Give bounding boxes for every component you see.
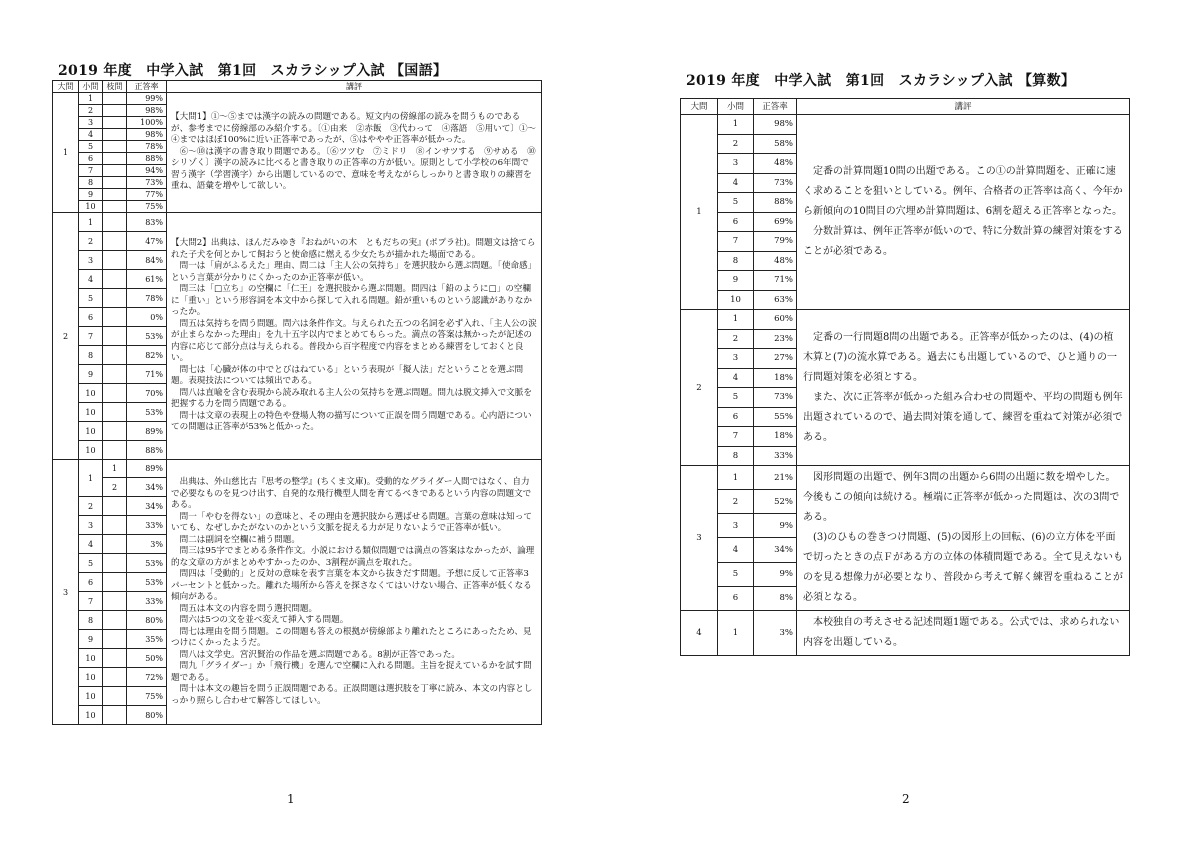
- header-shi: 枝問: [103, 81, 127, 93]
- sho-cell: 4: [79, 129, 103, 141]
- table-header-row: [681, 99, 1130, 115]
- sho-cell: 7: [79, 592, 103, 611]
- dai-cell: 1: [53, 93, 79, 213]
- sho-cell: 10: [79, 201, 103, 213]
- sho-cell: 2: [79, 232, 103, 251]
- shi-cell: [103, 105, 127, 117]
- rate-cell: 77%: [127, 189, 167, 201]
- rate-cell: 98%: [127, 129, 167, 141]
- sho-cell: 5: [79, 141, 103, 153]
- dai-cell: 4: [681, 611, 718, 656]
- comment-cell: 【大問2】出典は、ほんだみゆき『おねがいの木 ともだちの実』(ポプラ社)。問題文は捨てられた子犬を何とかして飼おうと使命感に燃える少女たちが描かれた場面である。 問一は「肩がふるえた」理由、問二は「主人公の気持ち」を選択肢から選ぶ問題。「使命感」という言葉が分かりにくかったのか正答率が低い。 問三は「□立ち」の空欄に「仁王」を選択肢から選ぶ問題。問四は「鉛のように□」の空欄に「重い」という形容詞を本文中から探して入れる問題。鉛が重いものという認識がありなかったか。 問五は気持ちを問う問題。問六は条件作文。与えられた五つの名詞を必ず入れ、「主人公の涙が止まらなかった理由」を九十五字以内でまとめてもらった。満点の答案は無かったが記述の内容に応じて部分点は与えられる。普段から百字程度で内容をまとめる練習をしておくと良い。 問七は「心臓が体の中でとびはねている」という表現が「擬人法」だということを選ぶ問題。表現技法については頻出である。 問八は直喩を含む表現から読み取れる主人公の気持ちを選ぶ問題。問九は脱文挿入で文脈を把握する力を問う問題である。 問十は文章の表現上の特色や登場人物の描写について正誤を問う問題である。心内語についての問題は正答率が53%と低かった。: [167, 213, 542, 460]
- rate-cell: 63%: [754, 290, 797, 310]
- shi-cell: [103, 535, 127, 554]
- shi-cell: [103, 153, 127, 165]
- page-title-kokugo: 2019 年度 中学入試 第1回 スカラシップ入試 【国語】: [58, 63, 448, 79]
- rate-cell: 48%: [754, 251, 797, 271]
- shi-cell: [103, 441, 127, 460]
- shi-cell: [103, 270, 127, 289]
- rate-cell: 53%: [127, 327, 167, 346]
- sho-cell: 1: [79, 93, 103, 105]
- sho-cell: 10: [79, 687, 103, 706]
- page-kokugo: [52, 60, 542, 725]
- sho-cell: 7: [718, 427, 754, 447]
- shi-cell: [103, 403, 127, 422]
- table-row: [53, 93, 542, 105]
- shi-cell: [103, 668, 127, 687]
- sho-cell: 10: [79, 441, 103, 460]
- shi-cell: [103, 289, 127, 308]
- rate-cell: 71%: [754, 271, 797, 291]
- dai-cell: 3: [53, 460, 79, 725]
- sho-cell: 9: [718, 271, 754, 291]
- rate-cell: 83%: [127, 213, 167, 232]
- shi-cell: [103, 129, 127, 141]
- sho-cell: 1: [79, 460, 103, 497]
- sho-cell: 10: [79, 422, 103, 441]
- rate-cell: 55%: [754, 407, 797, 427]
- sho-cell: 5: [79, 554, 103, 573]
- sho-cell: 10: [79, 706, 103, 725]
- sho-cell: 3: [79, 516, 103, 535]
- table-row: [681, 466, 1130, 490]
- shi-cell: 1: [103, 460, 127, 478]
- rate-cell: 21%: [754, 466, 797, 490]
- dai-cell: 2: [681, 310, 718, 466]
- sho-cell: 10: [79, 403, 103, 422]
- shi-cell: [103, 706, 127, 725]
- sho-cell: 6: [79, 573, 103, 592]
- sho-cell: 10: [79, 668, 103, 687]
- sho-cell: 9: [79, 365, 103, 384]
- sho-cell: 1: [718, 115, 754, 135]
- table-row: [53, 460, 542, 478]
- sho-cell: 1: [718, 310, 754, 330]
- rate-cell: 73%: [127, 177, 167, 189]
- shi-cell: [103, 422, 127, 441]
- sansu-table: [680, 98, 1130, 656]
- rate-cell: 58%: [754, 134, 797, 154]
- rate-cell: 34%: [754, 538, 797, 562]
- sho-cell: 10: [79, 649, 103, 668]
- rate-cell: 75%: [127, 201, 167, 213]
- sho-cell: 4: [718, 173, 754, 193]
- rate-cell: 69%: [754, 212, 797, 232]
- dai-cell: 2: [53, 213, 79, 460]
- sho-cell: 1: [79, 213, 103, 232]
- page-title-sansu: 2019 年度 中学入試 第1回 スカラシップ入試 【算数】: [686, 73, 1076, 89]
- rate-cell: 80%: [127, 611, 167, 630]
- shi-cell: [103, 201, 127, 213]
- rate-cell: 72%: [127, 668, 167, 687]
- comment-cell: 【大問1】①〜⑤までは漢字の読みの問題である。短文内の傍線部の読みを問うものであるが、参考までに傍線部のみ紹介する。〔①由来 ②赤飯 ③代わって ④落語 ⑤用いて〕①〜④まではほぼ100%に近い正答率であったが、⑤はややや正答率が低かった。 ⑥〜⑩は漢字の書き取り問題である。〔⑥ツツむ ⑦ミドリ ⑧インサツする ⑨サめる ⑩シリゾく〕漢字の読みに比べると書き取りの正答率の方が低い。原則として小学校の6年間で習う漢字（学習漢字）から出題しているので、意味を考えながらしっかりと書き取りの練習を重ね、語彙を増やして欲しい。: [167, 93, 542, 213]
- rate-cell: 8%: [754, 586, 797, 610]
- shi-cell: [103, 232, 127, 251]
- table-row: [681, 310, 1130, 330]
- rate-cell: 73%: [754, 173, 797, 193]
- rate-cell: 84%: [127, 251, 167, 270]
- rate-cell: 0%: [127, 308, 167, 327]
- shi-cell: [103, 141, 127, 153]
- table-row: [681, 611, 1130, 656]
- comment-cell: 図形問題の出題で、例年3問の出題から6問の出題に数を増やした。今後もこの傾向は続ける。極端に正答率が低かった問題は、次の3問である。 (3)のひもの巻きつけ問題、(5)の図形上の回転、(6)の立方体を平面で切ったときの点Ｆがある方の立体の体積問題である。全て見えないものを見る想像力が必要となり、普段から考えて解く練習を重ねることが必須となる。: [797, 466, 1130, 611]
- sho-cell: 5: [79, 289, 103, 308]
- rate-cell: 94%: [127, 165, 167, 177]
- sho-cell: 7: [79, 327, 103, 346]
- sho-cell: 2: [79, 497, 103, 516]
- rate-cell: 34%: [127, 497, 167, 516]
- rate-cell: 78%: [127, 141, 167, 153]
- rate-cell: 89%: [127, 422, 167, 441]
- dai-cell: 1: [681, 115, 718, 310]
- shi-cell: [103, 365, 127, 384]
- rate-cell: 9%: [754, 562, 797, 586]
- sho-cell: 8: [79, 177, 103, 189]
- shi-cell: [103, 687, 127, 706]
- rate-cell: 53%: [127, 403, 167, 422]
- rate-cell: 33%: [127, 592, 167, 611]
- rate-cell: 48%: [754, 154, 797, 174]
- rate-cell: 73%: [754, 388, 797, 408]
- rate-cell: 98%: [127, 105, 167, 117]
- table-header-row: [53, 81, 542, 93]
- rate-cell: 34%: [127, 478, 167, 497]
- sho-cell: 7: [718, 232, 754, 252]
- rate-cell: 27%: [754, 349, 797, 369]
- shi-cell: [103, 384, 127, 403]
- sho-cell: 5: [718, 562, 754, 586]
- comment-cell: 本校独自の考えさせる記述問題1題である。公式では、求められない内容を出題している。: [797, 611, 1130, 656]
- rate-cell: 3%: [754, 611, 797, 656]
- header-sho: 小問: [79, 81, 103, 93]
- rate-cell: 18%: [754, 427, 797, 447]
- comment-cell: 出典は、外山慈比古『思考の整学』(ちくま文庫)。受動的なグライダー人間ではなく、自力で必要なものを見つけ出す、自発的な飛行機型人間を育てるべきであるという内容の問題文である。 問一「やむを得ない」の意味と、その理由を選択肢から選ばせる問題。言葉の意味は知っていても、なぜしかたがないのかという文脈を捉える力が足りないようで正答率が低い。 問二は副詞を空欄に補う問題。 問三は95字でまとめる条件作文。小説における類似問題では満点の答案はなかったが、論理的な文章の方がまとめやすかったのか、3割程が満点を取れた。 問四は「受動的」と反対の意味を表す言葉を本文から抜きだす問題。予想に反して正答率3パーセントと低かった。離れた場所から答えを探さなくてはいけない場合、正答率が低くなる傾向がある。 問五は本文の内容を問う選択問題。 問六は5つの文を並べ変えて挿入する問題。 問七は理由を問う問題。この問題も答えの根拠が傍線部より離れたところにあったため、見つけにくかったようだ。 問八は文学史。宮沢賢治の作品を選ぶ問題である。8割が正答であった。 問九「グライダー」か「飛行機」を選んで空欄に入れる問題。主旨を捉えているかを試す問題である。 問十は本文の趣旨を問う正誤問題である。正誤問題は選択肢を丁寧に読み、本文の内容としっかり照らし合わせて解答してほしい。: [167, 460, 542, 725]
- rate-cell: 88%: [754, 193, 797, 213]
- sho-cell: 8: [79, 611, 103, 630]
- rate-cell: 70%: [127, 384, 167, 403]
- sho-cell: 3: [718, 514, 754, 538]
- sho-cell: 4: [79, 270, 103, 289]
- header-comment: 講評: [167, 81, 542, 93]
- dai-cell: 3: [681, 466, 718, 611]
- table-row: [681, 115, 1130, 135]
- rate-cell: 100%: [127, 117, 167, 129]
- sho-cell: 8: [718, 251, 754, 271]
- rate-cell: 88%: [127, 153, 167, 165]
- header-dai: 大問: [53, 81, 79, 93]
- sho-cell: 7: [79, 165, 103, 177]
- rate-cell: 61%: [127, 270, 167, 289]
- rate-cell: 79%: [754, 232, 797, 252]
- sho-cell: 6: [79, 153, 103, 165]
- kokugo-table: [52, 80, 542, 725]
- sho-cell: 4: [718, 538, 754, 562]
- rate-cell: 23%: [754, 329, 797, 349]
- shi-cell: [103, 213, 127, 232]
- sho-cell: 3: [718, 154, 754, 174]
- shi-cell: [103, 630, 127, 649]
- rate-cell: 78%: [127, 289, 167, 308]
- rate-cell: 98%: [754, 115, 797, 135]
- sho-cell: 3: [718, 349, 754, 369]
- rate-cell: 35%: [127, 630, 167, 649]
- rate-cell: 71%: [127, 365, 167, 384]
- header-comment: 講評: [797, 99, 1130, 115]
- sho-cell: 1: [718, 611, 754, 656]
- shi-cell: [103, 308, 127, 327]
- page-number: 2: [902, 792, 910, 806]
- sho-cell: 1: [718, 466, 754, 490]
- sho-cell: 3: [79, 117, 103, 129]
- rate-cell: 89%: [127, 460, 167, 478]
- rate-cell: 53%: [127, 573, 167, 592]
- rate-cell: 53%: [127, 554, 167, 573]
- sho-cell: 4: [718, 368, 754, 388]
- rate-cell: 82%: [127, 346, 167, 365]
- sho-cell: 6: [79, 308, 103, 327]
- shi-cell: [103, 649, 127, 668]
- header-dai: 大問: [681, 99, 718, 115]
- shi-cell: [103, 592, 127, 611]
- sho-cell: 2: [718, 329, 754, 349]
- sho-cell: 6: [718, 212, 754, 232]
- sho-cell: 3: [79, 251, 103, 270]
- sho-cell: 4: [79, 535, 103, 554]
- rate-cell: 3%: [127, 535, 167, 554]
- shi-cell: [103, 251, 127, 270]
- header-rate: 正答率: [754, 99, 797, 115]
- sho-cell: 8: [79, 346, 103, 365]
- rate-cell: 52%: [754, 490, 797, 514]
- header-sho: 小問: [718, 99, 754, 115]
- page-number: 1: [287, 792, 295, 806]
- rate-cell: 33%: [754, 446, 797, 466]
- rate-cell: 33%: [127, 516, 167, 535]
- rate-cell: 18%: [754, 368, 797, 388]
- shi-cell: [103, 346, 127, 365]
- rate-cell: 47%: [127, 232, 167, 251]
- sho-cell: 2: [79, 105, 103, 117]
- shi-cell: [103, 497, 127, 516]
- sho-cell: 9: [79, 189, 103, 201]
- shi-cell: [103, 93, 127, 105]
- shi-cell: 2: [103, 478, 127, 497]
- rate-cell: 99%: [127, 93, 167, 105]
- shi-cell: [103, 117, 127, 129]
- rate-cell: 75%: [127, 687, 167, 706]
- rate-cell: 9%: [754, 514, 797, 538]
- sho-cell: 6: [718, 407, 754, 427]
- sho-cell: 2: [718, 490, 754, 514]
- rate-cell: 60%: [754, 310, 797, 330]
- sho-cell: 5: [718, 193, 754, 213]
- sho-cell: 5: [718, 388, 754, 408]
- rate-cell: 80%: [127, 706, 167, 725]
- shi-cell: [103, 554, 127, 573]
- comment-cell: 定番の一行問題8問の出題である。正答率が低かったのは、(4)の植木算と(7)の流水算である。過去にも出題しているので、ひと通りの一行問題対策を必須とする。 また、次に正答率が低かった組み合わせの問題や、平均の問題も例年出題されているので、過去問対策を通して、練習を重ねて対策が必須である。: [797, 310, 1130, 466]
- sho-cell: 9: [79, 630, 103, 649]
- sho-cell: 10: [718, 290, 754, 310]
- shi-cell: [103, 177, 127, 189]
- rate-cell: 50%: [127, 649, 167, 668]
- shi-cell: [103, 573, 127, 592]
- rate-cell: 88%: [127, 441, 167, 460]
- sho-cell: 6: [718, 586, 754, 610]
- table-row: [53, 213, 542, 232]
- shi-cell: [103, 189, 127, 201]
- shi-cell: [103, 165, 127, 177]
- shi-cell: [103, 516, 127, 535]
- shi-cell: [103, 327, 127, 346]
- sho-cell: 8: [718, 446, 754, 466]
- header-rate: 正答率: [127, 81, 167, 93]
- sho-cell: 10: [79, 384, 103, 403]
- page-sansu: [680, 70, 1130, 656]
- shi-cell: [103, 611, 127, 630]
- sho-cell: 2: [718, 134, 754, 154]
- comment-cell: 定番の計算問題10問の出題である。この①の計算問題を、正確に速く求めることを狙いとしている。例年、合格者の正答率は高く、今年から新傾向の10問目の穴埋め計算問題は、6割を超える正答率となった。 分数計算は、例年正答率が低いので、特に分数計算の練習対策をすることが必須である。: [797, 115, 1130, 310]
